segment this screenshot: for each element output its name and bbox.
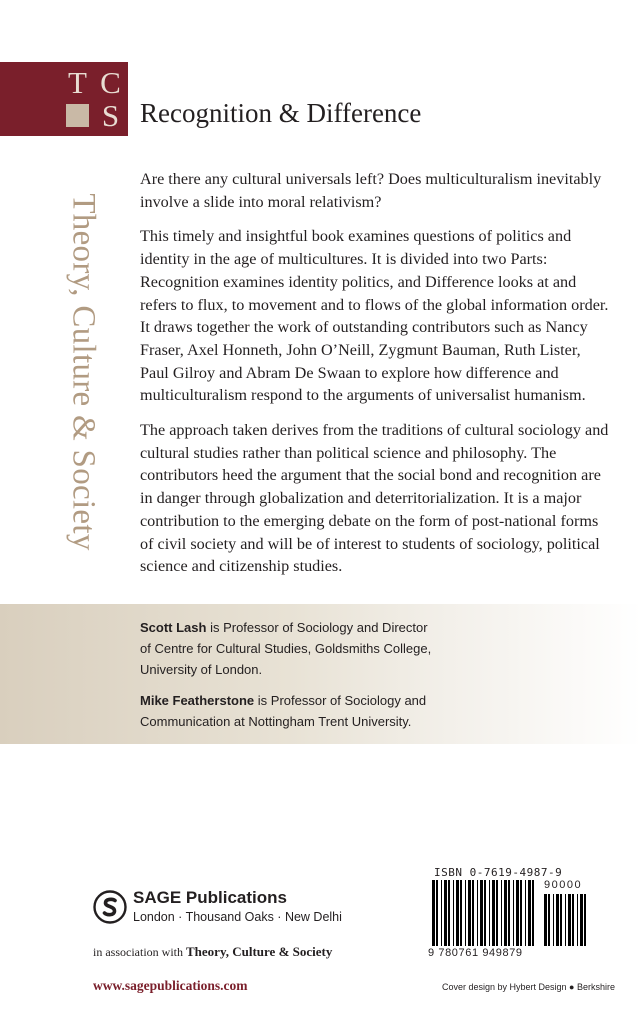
association-name: Theory, Culture & Society — [186, 944, 333, 959]
logo-letter-t: T — [68, 65, 87, 100]
publisher-cities: London · Thousand Oaks · New Delhi — [133, 910, 342, 924]
blurb-paragraph: This timely and insightful book examines questions of politics and identity in the age of multicultures. It is divided into two Parts: Recognition examines identity politics, and Difference looks at and refers to flux, to movement and to flows of the global information order. It draws together the work of outstanding contributors such as Nancy Fraser, Axel Honneth, John O’Neill, Zygmunt Bauman, Ruth Lister, Paul Gilroy and Abram De Swaan to explore how difference and multiculturalism respond to the arguments of universalist humanism. — [140, 227, 609, 405]
cover-credit: Cover design by Hybert Design ● Berkshire — [442, 982, 616, 992]
author-name: Scott Lash — [140, 620, 207, 635]
author-bio — [140, 617, 440, 680]
blurb-paragraph: The approach taken derives from the traditions of cultural sociology and cultural studies rather than political science and philosophy. The contributors heed the argument that the social bond and recognition are in danger through globalization and deterritorialization. It is a major contribution to the emerging debate on the form of post-national forms of civil society and will be of interest to students of sociology, political science and citizenship studies. — [140, 421, 609, 576]
author-bios — [140, 617, 440, 742]
isbn-text: ISBN 0-7619-4987-9 — [434, 866, 563, 879]
author-bio-text: is Professor of Sociology and Communication at Nottingham Trent University. — [140, 693, 427, 729]
association-line — [93, 944, 332, 960]
publisher-website: www.sagepublications.com — [93, 978, 248, 993]
logo-letter-c: C — [100, 65, 121, 100]
sage-logo-icon — [93, 890, 127, 924]
series-logo — [0, 62, 128, 136]
barcode-ean-digits: 9 780761 949879 — [428, 947, 523, 959]
author-bio — [140, 690, 440, 732]
association-prefix: in association with — [93, 945, 186, 959]
publisher-name: SAGE Publications — [133, 888, 287, 907]
logo-square-icon — [66, 104, 89, 127]
publisher-logo — [93, 888, 353, 948]
author-name: Mike Featherstone — [140, 693, 255, 708]
series-title-vertical: Theory, Culture & Society — [65, 193, 102, 551]
logo-letter-s: S — [101, 98, 120, 133]
author-bio-text: is Professor of Sociology and Director of Centre for Cultural Studies, Goldsmiths College, University of London. — [140, 620, 432, 677]
blurb — [140, 168, 610, 590]
barcode — [428, 866, 588, 972]
barcode-addon-digits: 90000 — [544, 879, 583, 891]
book-title: Recognition & Difference — [140, 98, 422, 128]
blurb-paragraph: Are there any cultural universals left? Does multiculturalism inevitably involve a slide into moral relativism? — [140, 170, 602, 211]
